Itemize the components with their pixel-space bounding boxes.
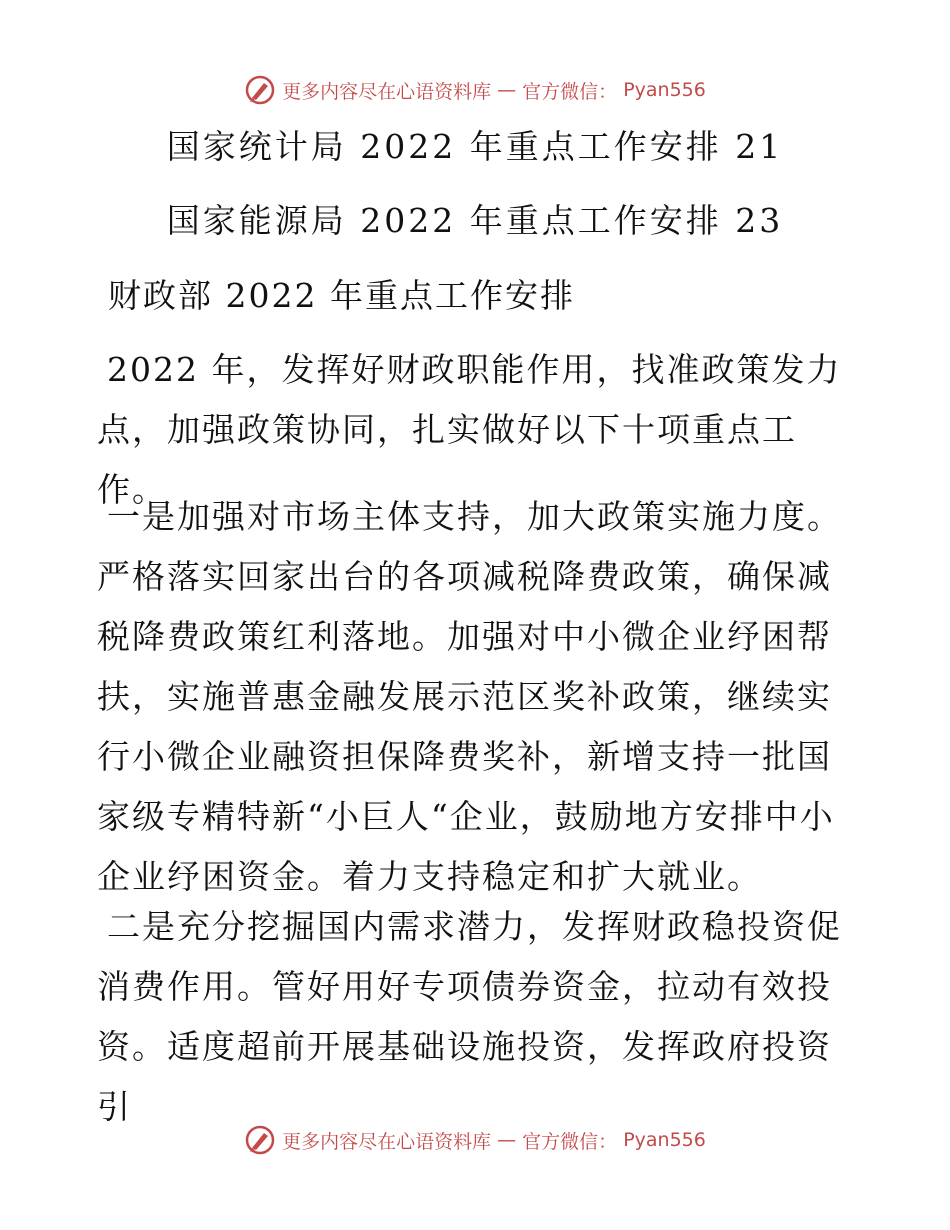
paragraph-item-two: 二是充分挖掘国内需求潜力，发挥财政稳投资促消费作用。管好用好专项债券资金，拉动有效投资。适度超前开展基础设施投资，发挥政府投资引 <box>97 907 842 1126</box>
watermark-wechat-id: Pyan556 <box>623 1129 706 1151</box>
watermark-wechat-label: 官方微信： <box>522 1130 618 1153</box>
watermark-text: 更多内容尽在心语资料库 <box>282 1130 492 1153</box>
toc-entry: 国家能源局 2022 年重点工作安排 23 <box>166 201 784 240</box>
watermark-wechat-label: 官方微信： <box>522 80 618 103</box>
watermark-text: 更多内容尽在心语资料库 <box>282 80 492 103</box>
pen-logo-icon <box>244 1124 276 1156</box>
watermark-separator: — <box>497 79 517 101</box>
section-heading: 财政部 2022 年重点工作安排 <box>108 276 575 315</box>
watermark-separator: — <box>497 1129 517 1151</box>
watermark-header <box>0 72 950 108</box>
watermark-footer <box>0 1122 950 1158</box>
watermark-wechat-id: Pyan556 <box>623 79 706 101</box>
pen-logo-icon <box>244 74 276 106</box>
paragraph-intro: 2022 年，发挥好财政职能作用，找准政策发力点，加强政策协同，扎实做好以下十项重点工作。 <box>97 350 842 509</box>
toc-entry: 国家统计局 2022 年重点工作安排 21 <box>166 127 784 166</box>
paragraph-item-one: 一是加强对市场主体支持，加大政策实施力度。严格落实回家出台的各项减税降费政策，确保减税降费政策红利落地。加强对中小微企业纾困帮扶，实施普惠金融发展示范区奖补政策，继续实行小微企业融资担保降费奖补，新增支持一批国家级专精特新“小巨人“企业，鼓励地方安排中小企业纾困资金。着力支持稳定和扩大就业。 <box>97 497 842 896</box>
